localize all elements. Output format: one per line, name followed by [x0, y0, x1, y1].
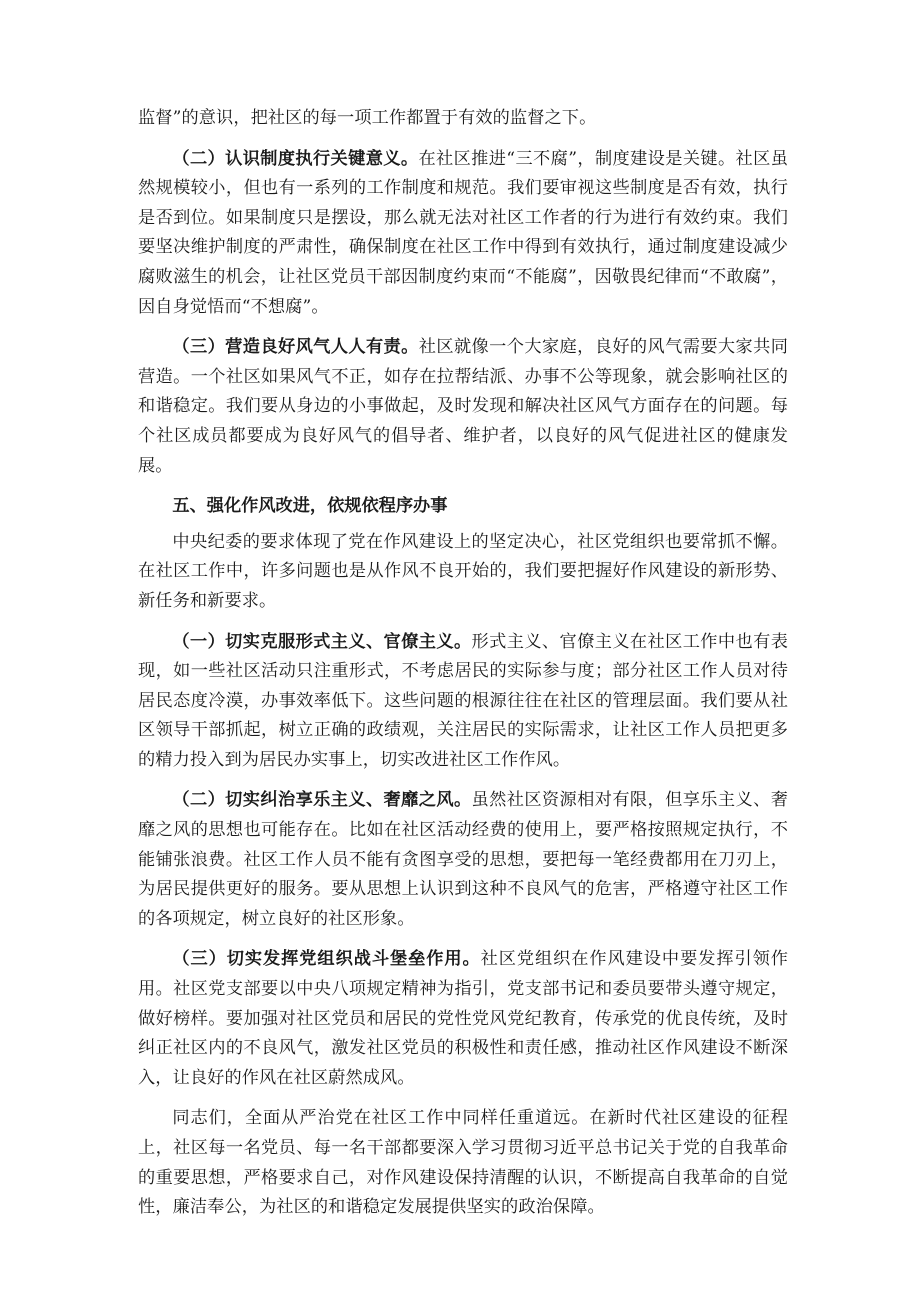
section5-intro-text: 中央纪委的要求体现了党在作风建设上的坚定决心，社区党组织也要常抓不懈。在社区工作中，许多问题也是从作风不良开始的，我们要把握好作风建设的新形势、新任务和新要求。 [138, 531, 788, 611]
section5-item-2-body: 虽然社区资源相对有限，但享乐主义、奢靡之风的思想也可能存在。比如在社区活动经费的使用上，要严格按照规定执行，不能铺张浪费。社区工作人员不能有贪图享受的思想，要把每一笔经费都用在刀刃上，为居民提供更好的服务。要从思想上认识到这种不良风气的危害，严格遵守社区工作的各项规定，树立良好的社区形象。 [138, 790, 788, 929]
section4-item-3-paragraph [138, 333, 788, 481]
section4-item-2-lead: （二）认识制度执行关键意义。 [172, 148, 419, 169]
section5-item-2-lead: （二）切实纠治享乐主义、奢靡之风。 [172, 790, 472, 811]
conclusion-paragraph [138, 1104, 788, 1222]
section5-item-2-paragraph [138, 786, 788, 934]
intro-continuation-paragraph [138, 104, 788, 134]
section5-item-3-paragraph [138, 945, 788, 1093]
section4-item-2-body: 在社区推进“三不腐”，制度建设是关键。社区虽然规模较小，但也有一系列的工作制度和规范。我们要审视这些制度是否有效，执行是否到位。如果制度只是摆设，那么就无法对社区工作者的行为进行有效约束。我们要坚决维护制度的严肃性，确保制度在社区工作中得到有效执行，通过制度建设减少腐败滋生的机会，让社区党员干部因制度约束而“不能腐”，因敬畏纪律而“不敢腐”，因自身觉悟而“不想腐”。 [138, 148, 788, 317]
section5-item-1-body: 形式主义、官僚主义在社区工作中也有表现，如一些社区活动只注重形式，不考虑居民的实际参与度；部分社区工作人员对待居民态度冷漠，办事效率低下。这些问题的根源往往在社区的管理层面。我们要从社区领导干部抓起，树立正确的政绩观，关注居民的实际需求，让社区工作人员把更多的精力投入到为居民办实事上，切实改进社区工作作风。 [138, 631, 788, 770]
section4-item-2-paragraph [138, 145, 788, 323]
section4-item-3-body: 社区就像一个大家庭，良好的风气需要大家共同营造。一个社区如果风气不正，如存在拉帮结派、办事不公等现象，就会影响社区的和谐稳定。我们要从身边的小事做起，及时发现和解决社区风气方面存在的问题。每个社区成员都要成为良好风气的倡导者、维护者，以良好的风气促进社区的健康发展。 [138, 337, 788, 476]
section5-intro-paragraph [138, 528, 788, 617]
section5-heading: 五、强化作风改进，依规依程序办事 [172, 496, 448, 517]
section5-item-1-paragraph [138, 628, 788, 776]
intro-continuation-text: 监督”的意识，把社区的每一项工作都置于有效的监督之下。 [138, 108, 597, 128]
section5-item-1-lead: （一）切实克服形式主义、官僚主义。 [172, 631, 472, 652]
section5-item-3-lead: （三）切实发挥党组织战斗堡垒作用。 [172, 949, 481, 970]
conclusion-text: 同志们，全面从严治党在社区工作中同样任重道远。在新时代社区建设的征程上，社区每一名党员、每一名干部都要深入学习贯彻习近平总书记关于党的自我革命的重要思想，严格要求自己，对作风建设保持清醒的认识，不断提高自我革命的自觉性，廉洁奉公，为社区的和谐稳定发展提供坚实的政治保障。 [138, 1108, 788, 1218]
section5-item-3-body: 社区党组织在作风建设中要发挥引领作用。社区党支部要以中央八项规定精神为指引，党支部书记和委员要带头遵守规定，做好榜样。要加强对社区党员和居民的党性党风党纪教育，传承党的优良传统，及时纠正社区内的不良风气，激发社区党员的积极性和责任感，推动社区作风建设不断深入，让良好的作风在社区蔚然成风。 [138, 949, 789, 1088]
document-page [138, 104, 788, 1234]
section4-item-3-lead: （三）营造良好风气人人有责。 [172, 337, 419, 358]
